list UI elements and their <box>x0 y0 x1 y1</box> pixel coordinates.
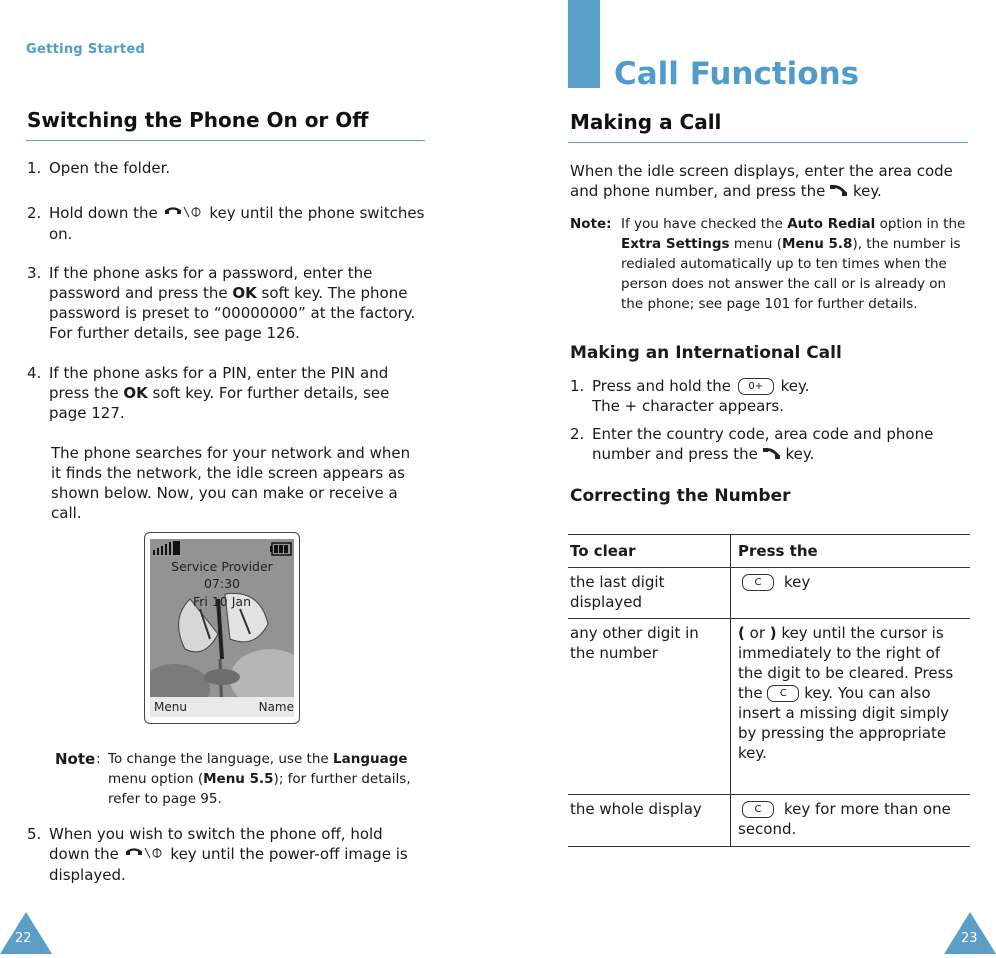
table-header-cell: To clear <box>568 535 731 568</box>
intl-step-1: 1. Press and hold the 0+ key. The + character appears. <box>570 377 810 415</box>
table-cell: any other digit in the number <box>568 619 731 795</box>
intro-paragraph: When the idle screen displays, enter the area code and phone number, and press the key. <box>570 162 953 200</box>
step-4: 4. If the phone asks for a PIN, enter the PIN and press the OK soft key. For further details, see page 127. <box>27 364 390 422</box>
auto-redial-note: Note: If you have checked the Auto Redial option in the Extra Settings menu (Menu 5.8), the number is redialed automatically up to ten times when the person does not answer the call or is already on the phone; see page 101 for further details. <box>570 216 966 312</box>
battery-icon <box>270 542 292 556</box>
table-cell: the last digit displayed <box>568 568 731 619</box>
soft-key-bar <box>150 697 294 717</box>
clear-key-icon: C <box>742 801 774 818</box>
step-1: 1. Open the folder. <box>27 159 171 177</box>
section-rule <box>26 140 425 141</box>
section-title-switching: Switching the Phone On or Off <box>27 108 369 132</box>
running-head: Getting Started <box>26 42 146 57</box>
section-title-making-call: Making a Call <box>570 110 722 134</box>
table-cell: C key for more than one second. <box>738 800 951 838</box>
language-note: Note : To change the language, use the Language menu option (Menu 5.5); for further details, refer to page 95. <box>55 750 411 807</box>
table-row <box>568 619 970 795</box>
step-3: 3. If the phone asks for a password, enter the password and press the OK soft key. The phone password is preset to “00000000” at the factory. For further details, see page 126. <box>27 264 416 342</box>
send-key-icon <box>763 445 781 465</box>
chapter-title: Call Functions <box>614 56 860 92</box>
correcting-number-title: Correcting the Number <box>570 486 791 506</box>
zero-plus-key-icon: 0+ <box>738 378 774 395</box>
correcting-table <box>568 534 970 847</box>
date-text: Fri 10 Jan <box>192 594 251 609</box>
page-number-left: 22 <box>15 931 32 946</box>
table-row <box>568 568 970 619</box>
send-key-icon <box>830 182 848 202</box>
step-2: 2. Hold down the key until the phone switches on. <box>27 204 425 243</box>
section-rule <box>568 142 968 143</box>
table-cell: ( or ) key until the cursor is immediately to the right of the digit to be cleared. Press the C key. You can also insert a missing digit simply by pressing the appropriate key. <box>738 624 954 762</box>
right-nav-key-icon: ) <box>769 624 777 642</box>
end-power-key-icon <box>163 204 205 224</box>
step-4-paragraph: The phone searches for your network and when it finds the network, the idle screen appears as shown below. Now, you can make or receive a call. <box>51 444 411 522</box>
end-power-key-icon <box>124 845 166 865</box>
table-cell: the whole display <box>568 795 731 847</box>
chapter-tab <box>568 0 600 88</box>
intl-step-2: 2. Enter the country code, area code and phone number and press the key. <box>570 425 934 463</box>
clock-text: 07:30 <box>203 576 241 591</box>
butterfly-wallpaper-image <box>150 539 294 717</box>
service-provider-text: Service Provider <box>171 559 273 574</box>
table-header-cell: Press the <box>738 542 818 560</box>
page-number-right: 23 <box>961 931 978 946</box>
soft-key-name[interactable]: Name <box>258 700 294 714</box>
soft-key-menu[interactable]: Menu <box>154 700 187 714</box>
left-nav-key-icon: ( <box>738 624 745 642</box>
clear-key-icon: C <box>742 574 774 591</box>
table-row <box>568 795 970 847</box>
step-5: 5. When you wish to switch the phone off, hold down the key until the power-off image is displayed. <box>27 825 408 884</box>
table-cell: C key <box>731 568 971 619</box>
table-header-row <box>568 535 970 568</box>
phone-idle-screen <box>144 532 300 724</box>
intl-call-title: Making an International Call <box>570 343 842 363</box>
clear-key-icon: C <box>767 685 799 702</box>
